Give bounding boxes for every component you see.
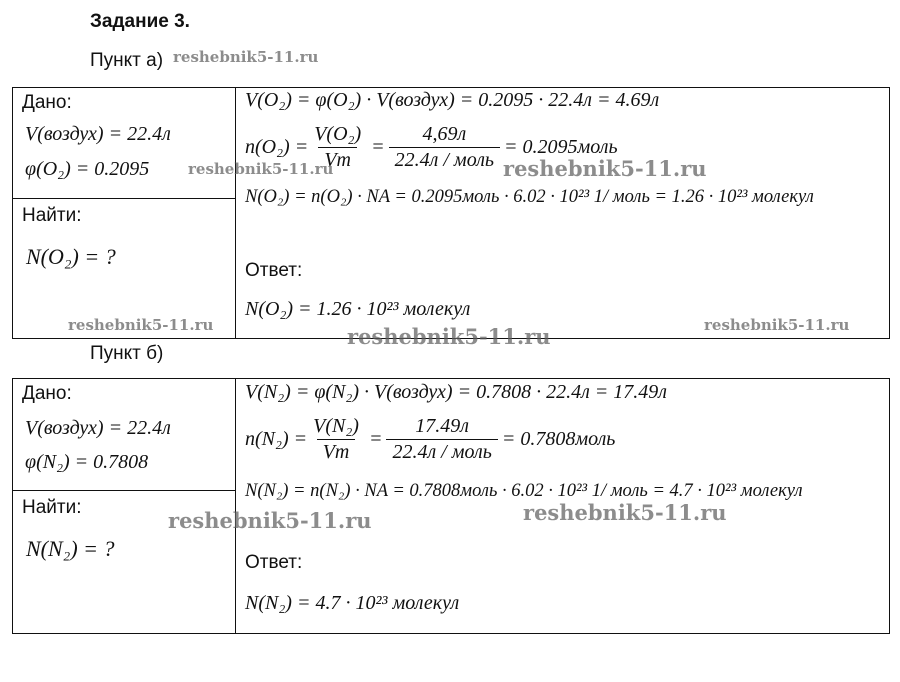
watermark: reshebnik5-11.ru	[704, 316, 850, 334]
part-b-given-find-divider	[12, 490, 236, 491]
watermark: reshebnik5-11.ru	[523, 500, 727, 525]
part-b-sol2-fraction-2	[386, 415, 497, 464]
part-a-divider	[235, 87, 236, 339]
part-a-given-fraction: φ(O₂) = 0.2095	[25, 158, 150, 180]
watermark: reshebnik5-11.ru	[68, 316, 214, 334]
watermark: reshebnik5-11.ru	[347, 324, 551, 349]
part-b-sol2-frac1-num: V(N₂)	[313, 415, 359, 437]
part-b-sol2-frac2-num: 17.49л	[415, 415, 469, 437]
part-b-sol2-frac1-den: Vm	[317, 439, 356, 464]
part-b-solution-line-1: V(N₂) = φ(N₂) · V(воздух) = 0.7808 · 22.4л = 17.49л	[245, 381, 668, 403]
part-a-sol2-fraction-2	[389, 123, 500, 172]
part-b-answer-label: Ответ:	[245, 552, 303, 573]
part-a-answer-label: Ответ:	[245, 260, 303, 281]
part-a-label: Пункт а)	[90, 50, 164, 71]
task-title: Задание 3.	[90, 11, 190, 32]
part-b-find-value: N(N₂) = ?	[26, 536, 115, 561]
watermark: reshebnik5-11.ru	[503, 156, 707, 181]
part-a-find-value: N(O₂) = ?	[26, 244, 116, 269]
part-a-sol2-frac2-num: 4,69л	[422, 123, 467, 145]
part-a-sol2-lhs: n(O₂) =	[245, 136, 309, 158]
watermark: reshebnik5-11.ru	[173, 48, 319, 66]
part-a-solution-line-1: V(O₂) = φ(O₂) · V(воздух) = 0.2095 · 22.4л = 4.69л	[245, 89, 660, 111]
watermark: reshebnik5-11.ru	[188, 160, 334, 178]
part-b-find-label: Найти:	[22, 497, 82, 518]
part-b-sol2-rhs: = 0.7808моль	[501, 428, 616, 450]
part-a-sol2-frac1-den: Vm	[318, 147, 357, 172]
part-a-solution-line-3: N(O₂) = n(O₂) · NA = 0.2095моль · 6.02 · 10²³ 1/ моль = 1.26 · 10²³ молекул	[245, 187, 814, 207]
part-b-solution-line-2	[245, 415, 615, 464]
part-a-sol2-frac1-num: V(O₂)	[314, 123, 362, 145]
part-a-given-label: Дано:	[22, 92, 72, 113]
part-b-given-fraction: φ(N₂) = 0.7808	[25, 451, 149, 473]
part-a-sol2-frac2-den: 22.4л / моль	[389, 147, 500, 172]
part-a-given-find-divider	[12, 198, 236, 199]
part-a-sol2-rhs: = 0.2095моль	[504, 136, 618, 158]
part-b-divider	[235, 378, 236, 634]
part-a-given-volume: V(воздух) = 22.4л	[25, 123, 171, 145]
part-b-label: Пункт б)	[90, 343, 164, 364]
part-b-given-label: Дано:	[22, 383, 72, 404]
part-b-sol2-frac2-den: 22.4л / моль	[386, 439, 497, 464]
part-b-sol2-lhs: n(N₂) =	[245, 428, 308, 450]
part-b-answer-value: N(N₂) = 4.7 · 10²³ молекул	[245, 592, 460, 614]
part-b-sol2-fraction-1	[307, 415, 365, 464]
part-a-sol2-eq: =	[371, 136, 385, 158]
part-a-answer-value: N(O₂) = 1.26 · 10²³ молекул	[245, 298, 471, 320]
part-b-solution-line-3: N(N₂) = n(N₂) · NA = 0.7808моль · 6.02 · 10²³ 1/ моль = 4.7 · 10²³ молекул	[245, 481, 803, 501]
part-a-find-label: Найти:	[22, 205, 82, 226]
part-b-given-volume: V(воздух) = 22.4л	[25, 417, 171, 439]
part-b-sol2-eq: =	[368, 428, 383, 450]
watermark: reshebnik5-11.ru	[168, 508, 372, 533]
